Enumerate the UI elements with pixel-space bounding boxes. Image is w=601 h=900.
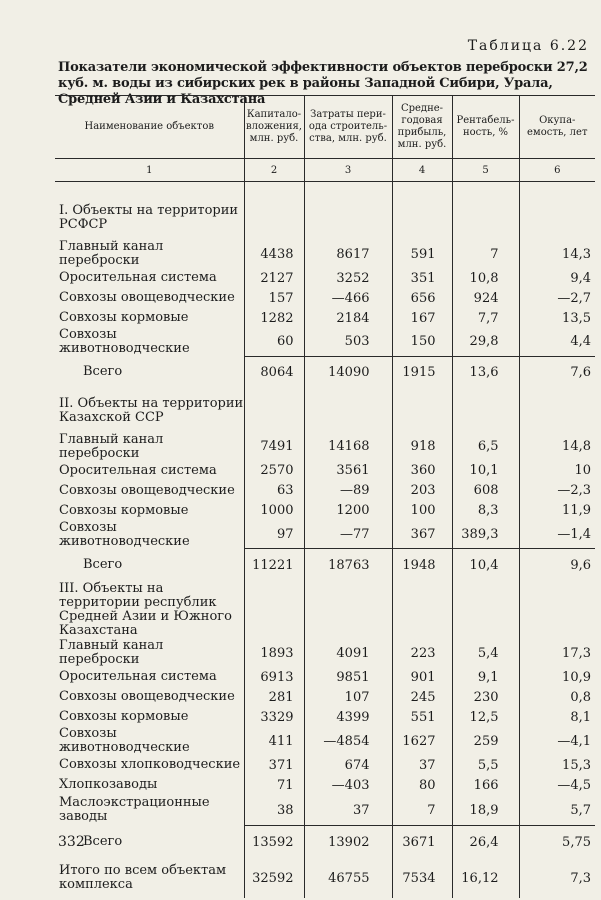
table-row: [55, 268, 595, 288]
value-cell: 351: [392, 268, 452, 288]
row-name: Совхозы овощеводческие: [59, 290, 235, 305]
value-cell: 8,3: [452, 501, 519, 521]
row-name: Совхозы животноводческие: [59, 726, 190, 755]
table-row: [55, 755, 595, 775]
table-row: [55, 667, 595, 687]
spacer-cell: [392, 389, 452, 433]
spacer-cell: [244, 182, 304, 197]
value-cell: 674: [304, 755, 392, 775]
value-cell: 1200: [304, 501, 392, 521]
row-name: Совхозы животноводческие: [59, 519, 190, 549]
value-cell: 12,5: [452, 707, 519, 727]
value-cell: —403: [304, 775, 392, 795]
value-cell: 5,4: [452, 639, 519, 667]
table-row: [55, 521, 595, 549]
row-name: Оросительная система: [59, 462, 217, 478]
header-costs: Затраты пери- ода строитель- ства, млн. руб.: [304, 96, 392, 159]
header-profit: Средне- годовая прибыль, млн. руб.: [392, 96, 452, 159]
table-row: [55, 308, 595, 328]
value-cell: 17,3: [519, 639, 595, 667]
value-cell: 3252: [304, 268, 392, 288]
value-cell: 0,8: [519, 687, 595, 707]
row-name: Главный канал переброски: [59, 431, 164, 461]
value-cell: 8064: [244, 356, 304, 389]
table-row: [55, 328, 595, 356]
value-cell: 5,75: [519, 826, 595, 859]
column-number: 6: [519, 159, 595, 182]
value-cell: 7534: [392, 858, 452, 898]
value-cell: 3329: [244, 707, 304, 727]
total-row: [55, 549, 595, 582]
total-row: [55, 826, 595, 859]
value-cell: 10,8: [452, 268, 519, 288]
value-cell: 6913: [244, 667, 304, 687]
row-name: Оросительная система: [59, 270, 217, 285]
column-numbers-row: [55, 159, 595, 182]
value-cell: 10,9: [519, 667, 595, 687]
value-cell: —77: [304, 521, 392, 549]
value-cell: 1948: [392, 549, 452, 582]
value-cell: 371: [244, 755, 304, 775]
value-cell: 7491: [244, 433, 304, 461]
table-row: [55, 707, 595, 727]
value-cell: 71: [244, 775, 304, 795]
header-name: Наименование объектов: [55, 96, 244, 159]
spacer-row: [55, 182, 595, 197]
row-name: Главный канал переброски: [59, 239, 164, 268]
spacer-cell: [519, 196, 595, 240]
value-cell: 8,1: [519, 707, 595, 727]
row-name: Совхозы кормовые: [59, 502, 189, 518]
efficiency-table: [55, 95, 595, 898]
value-cell: 591: [392, 240, 452, 268]
table-caption: Таблица 6.22: [467, 38, 589, 54]
table-title: Показатели экономической эффективности объектов переброски 27,2 куб. м. воды из сибирских рек в районы Западной Сибири, Урала, Средней Азии и Казахстана: [58, 60, 588, 107]
value-cell: 5,7: [519, 795, 595, 826]
value-cell: 107: [304, 687, 392, 707]
table-row: [55, 727, 595, 755]
value-cell: 80: [392, 775, 452, 795]
spacer-cell: [55, 182, 244, 197]
header-capital: Капитало- вложения, млн. руб.: [244, 96, 304, 159]
value-cell: 2127: [244, 268, 304, 288]
table-row: [55, 687, 595, 707]
row-name: Совхозы овощеводческие: [59, 689, 235, 704]
value-cell: 10: [519, 461, 595, 481]
value-cell: 1000: [244, 501, 304, 521]
value-cell: 9851: [304, 667, 392, 687]
spacer-cell: [452, 182, 519, 197]
row-name: Совхозы кормовые: [59, 310, 189, 325]
value-cell: 13,6: [452, 356, 519, 389]
value-cell: 1893: [244, 639, 304, 667]
value-cell: 10,4: [452, 549, 519, 582]
value-cell: 7: [392, 795, 452, 826]
spacer-cell: [304, 389, 392, 433]
page-number: 332: [58, 834, 85, 850]
value-cell: 26,4: [452, 826, 519, 859]
value-cell: 14168: [304, 433, 392, 461]
value-cell: 7,6: [519, 356, 595, 389]
value-cell: —89: [304, 481, 392, 501]
value-cell: 608: [452, 481, 519, 501]
value-cell: 1915: [392, 356, 452, 389]
value-cell: 203: [392, 481, 452, 501]
value-cell: 60: [244, 328, 304, 356]
spacer-cell: [392, 196, 452, 240]
value-cell: 32592: [244, 858, 304, 898]
value-cell: 166: [452, 775, 519, 795]
row-name: Совхозы овощеводческие: [59, 482, 235, 498]
row-name: Маслоэкстрационные заводы: [59, 795, 210, 825]
value-cell: 150: [392, 328, 452, 356]
value-cell: 924: [452, 288, 519, 308]
grand-total-row: [55, 858, 595, 898]
value-cell: 4399: [304, 707, 392, 727]
value-cell: 8617: [304, 240, 392, 268]
value-cell: 18763: [304, 549, 392, 582]
spacer-cell: [304, 182, 392, 197]
total-label: Всего: [83, 364, 123, 380]
value-cell: 97: [244, 521, 304, 549]
value-cell: 503: [304, 328, 392, 356]
row-name: Совхозы кормовые: [59, 709, 189, 724]
value-cell: 5,5: [452, 755, 519, 775]
value-cell: 14090: [304, 356, 392, 389]
value-cell: 1282: [244, 308, 304, 328]
row-name: Оросительная система: [59, 669, 217, 684]
value-cell: 7: [452, 240, 519, 268]
value-cell: 2184: [304, 308, 392, 328]
spacer-cell: [452, 581, 519, 639]
value-cell: 16,12: [452, 858, 519, 898]
value-cell: —4,1: [519, 727, 595, 755]
value-cell: 901: [392, 667, 452, 687]
header-payback: Окупа- емость, лет: [519, 96, 595, 159]
value-cell: 230: [452, 687, 519, 707]
spacer-cell: [392, 581, 452, 639]
value-cell: 14,8: [519, 433, 595, 461]
section-heading-row: [55, 581, 595, 639]
value-cell: 4438: [244, 240, 304, 268]
value-cell: 3671: [392, 826, 452, 859]
value-cell: 6,5: [452, 433, 519, 461]
row-name: Главный канал переброски: [59, 638, 164, 667]
total-label: Всего: [83, 833, 123, 849]
value-cell: 367: [392, 521, 452, 549]
column-number: 3: [304, 159, 392, 182]
table-row: [55, 501, 595, 521]
table-row: [55, 639, 595, 667]
value-cell: 245: [392, 687, 452, 707]
value-cell: —4854: [304, 727, 392, 755]
spacer-cell: [304, 196, 392, 240]
value-cell: —4,5: [519, 775, 595, 795]
value-cell: 656: [392, 288, 452, 308]
column-number: 2: [244, 159, 304, 182]
section-heading-row: [55, 196, 595, 240]
value-cell: 13,5: [519, 308, 595, 328]
table-row: [55, 481, 595, 501]
value-cell: 18,9: [452, 795, 519, 826]
spacer-cell: [244, 389, 304, 433]
table-row: [55, 433, 595, 461]
value-cell: 9,1: [452, 667, 519, 687]
value-cell: 9,4: [519, 268, 595, 288]
table-row: [55, 775, 595, 795]
spacer-cell: [244, 196, 304, 240]
row-name: Совхозы хлопководческие: [59, 757, 241, 772]
section-title: III. Объекты на территории республик Средней Азии и Южного Казахстана: [59, 581, 232, 638]
value-cell: 38: [244, 795, 304, 826]
value-cell: 37: [304, 795, 392, 826]
value-cell: —1,4: [519, 521, 595, 549]
value-cell: 7,7: [452, 308, 519, 328]
table-body: [55, 182, 595, 899]
value-cell: 157: [244, 288, 304, 308]
value-cell: 259: [452, 727, 519, 755]
spacer-cell: [452, 196, 519, 240]
value-cell: 63: [244, 481, 304, 501]
value-cell: 14,3: [519, 240, 595, 268]
spacer-cell: [304, 581, 392, 639]
value-cell: 4091: [304, 639, 392, 667]
spacer-cell: [452, 389, 519, 433]
column-number: 5: [452, 159, 519, 182]
value-cell: 9,6: [519, 549, 595, 582]
column-number: 1: [55, 159, 244, 182]
value-cell: 167: [392, 308, 452, 328]
value-cell: —2,7: [519, 288, 595, 308]
value-cell: 360: [392, 461, 452, 481]
value-cell: 411: [244, 727, 304, 755]
spacer-cell: [519, 581, 595, 639]
value-cell: 2570: [244, 461, 304, 481]
value-cell: 29,8: [452, 328, 519, 356]
table-row: [55, 795, 595, 826]
row-name: Совхозы животноводческие: [59, 327, 190, 356]
header-profitability: Рентабель- ность, %: [452, 96, 519, 159]
value-cell: —2,3: [519, 481, 595, 501]
value-cell: 37: [392, 755, 452, 775]
value-cell: 100: [392, 501, 452, 521]
spacer-cell: [244, 581, 304, 639]
value-cell: 13592: [244, 826, 304, 859]
section-heading-row: [55, 389, 595, 433]
table-row: [55, 288, 595, 308]
value-cell: 13902: [304, 826, 392, 859]
column-number: 4: [392, 159, 452, 182]
section-title: II. Объекты на территории Казахской ССР: [59, 395, 244, 425]
value-cell: 4,4: [519, 328, 595, 356]
value-cell: 3561: [304, 461, 392, 481]
value-cell: 281: [244, 687, 304, 707]
value-cell: —466: [304, 288, 392, 308]
spacer-cell: [392, 182, 452, 197]
header-row: [55, 96, 595, 159]
value-cell: 223: [392, 639, 452, 667]
table-row: [55, 240, 595, 268]
value-cell: 7,3: [519, 858, 595, 898]
value-cell: 551: [392, 707, 452, 727]
spacer-cell: [519, 389, 595, 433]
value-cell: 918: [392, 433, 452, 461]
table-row: [55, 461, 595, 481]
value-cell: 46755: [304, 858, 392, 898]
total-row: [55, 356, 595, 389]
value-cell: 11,9: [519, 501, 595, 521]
total-label: Всего: [83, 556, 123, 572]
value-cell: 1627: [392, 727, 452, 755]
value-cell: 389,3: [452, 521, 519, 549]
value-cell: 15,3: [519, 755, 595, 775]
spacer-cell: [519, 182, 595, 197]
value-cell: 10,1: [452, 461, 519, 481]
section-title: I. Объекты на территории РСФСР: [59, 203, 239, 232]
row-name: Хлопкозаводы: [59, 777, 158, 792]
value-cell: 11221: [244, 549, 304, 582]
grand-total-label: Итого по всем объектам комплекса: [59, 863, 227, 892]
